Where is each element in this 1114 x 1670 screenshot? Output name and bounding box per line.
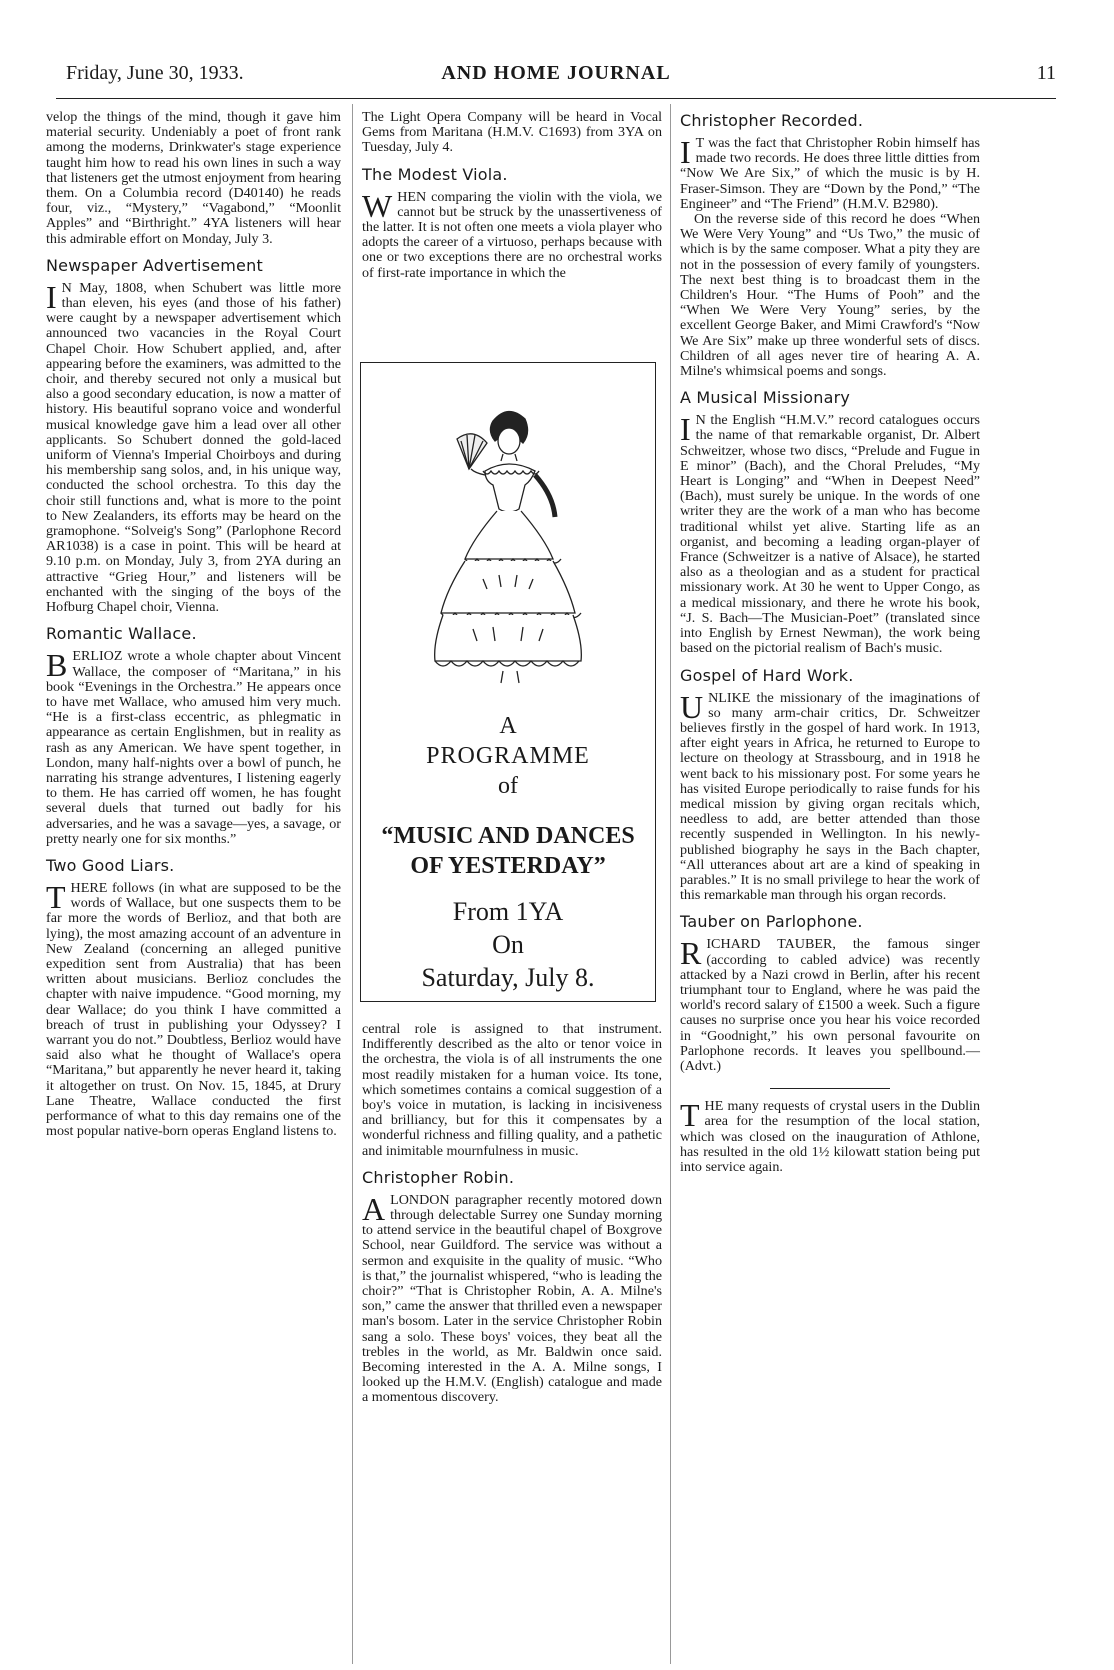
drop-cap: T (46, 878, 66, 915)
advert-station: From 1YA (452, 897, 564, 926)
article-text: NLIKE the missionary of the imaginations of so many arm-chair critics, Dr. Schweitzer believes firstly in the gospel of hard work. In 1913, after eight years in Africa, he returned to Europe to lecture on theology at Strassbourg, and in 1918 he went back to his missionary post. For some years he has visited Europe periodically to raise funds for his medical mission by giving organ recitals which, needless to add, are better attended than those recently suspended in Wellington. In his newly-published biography he says in the Bach chapter, “All utterances about art are a kind of speaking in parables.” It is no small privilege to hear the work of this remarkable man through his organ records. (680, 689, 980, 904)
drop-cap: R (680, 935, 702, 972)
article-drinkwater (46, 110, 341, 247)
drop-cap: I (680, 411, 691, 448)
article-dublin-station (680, 1099, 980, 1175)
column-divider (670, 104, 671, 1664)
article-text: N the English “H.M.V.” record catalogues occurs the name of that remarkable organist, Dr. Albert Schweitzer, whose two discs, “Prelude and Fugue in E minor” (Bach), and the Choral Preludes, “My Heart is Longing” and “When in Deepest Need” (Bach), must surely be unique. In the words of one writer they are the work of a man who has become traditional whilst yet alive. Starting life as an organist, and becoming a leading organ-player of France (Schweitzer is a native of Alsace), he started also as a theologian and as a student for practical missionary work. At 30 he went to Upper Congo, as a medical missionary, and there he wrote his book, “J. S. Bach—The Musician-Poet” (translated since into English by Ernest Newman), the work being based on the pictorial realism of Bach's music. (680, 412, 980, 657)
article-heading: Two Good Liars. (46, 855, 175, 875)
drop-cap: U (680, 688, 704, 725)
article-text: ICHARD TAUBER, the famous singer (according to cabled advice) was recently attacked by a Nazi crowd in Berlin, after his recent triumphant tour to England, where he was paid the world's record salary of £1500 a week. Such a figure causes no surprise once you hear his voice recorded in “Goodnight,” his own personal favourite on Parlophone records. It leaves you spellbound.—(Advt.) (680, 936, 980, 1074)
article-gospel-hard-work (680, 665, 980, 904)
article-heading: Christopher Recorded. (680, 111, 864, 130)
article-two-good-liars (46, 855, 341, 1139)
article-text: central role is assigned to that instrument. Indifferently described as the alto or tenor voice in the orchestra, the viola is of all instruments the one most readily mistaken for a human voice. Its tone, which sometimes contains a comical suggestion of a boy's voice in mutation, is lacking in incisiveness and brilliancy, but for this it compensates by a wonderful richness and filling quality, and a pathetic and inimitable mournfulness in music. (362, 1021, 662, 1159)
article-heading: A Musical Missionary (680, 388, 851, 408)
article-newspaper-advertisement (46, 255, 341, 615)
advert-title: “MUSIC AND DANCES (381, 823, 635, 849)
drop-cap: I (680, 134, 691, 170)
article-romantic-wallace (46, 623, 341, 847)
advert-line: On (492, 930, 524, 959)
article-text: On the reverse side of this record he does “When We Were Very Young” and “Us Two,” the music of which is by the same composer. What a pity they are not in the possession of every family of youngsters. The next best thing is to broadcast them in the Children's Hour. “The Hums of Pooh” and the “When We Were Very Young” series, by the excellent George Baker, and Mimi Crawford's “Now We Are Six” make up three wonderful sets of discs. Children of all ages never tire of hearing A. A. Milne's whimsical poems and songs. (680, 211, 980, 380)
column-1 (46, 110, 341, 1139)
article-text: velop the things of the mind, though it gave him material security. Undeniably a poet of front rank among the moderns, Drinkwater's stage experience taught him how to read his own lines in such a way that listeners get the utmost enjoyment from hearing them. On a Columbia record (D40140) he reads four, viz., “Mystery,” “Vagabond,” “Moonlit Apples” and “Birthright.” 4YA listeners will hear this admirable effort on Monday, July 3. (46, 109, 341, 247)
article-christopher-recorded (680, 110, 980, 379)
advert-title: OF YESTERDAY” (410, 853, 606, 879)
drop-cap: A (362, 1190, 386, 1227)
article-text: HERE follows (in what are supposed to be the words of Wallace, but one suspects them to be far more the words of Berlioz, and that both are lying), the most amazing account of an adventure in New Zealand (concerning an alleged punitive expedition sent from Australia) that has been written about musicians. Berlioz concludes the chapter with naive impudence. “Good morning, my dear Wallace; do you think I have committed a breach of trust in publishing your Odyssey? I warrant you do not.” Doubtless, Berlioz would have said also what he thought of Wallace's opera “Maritana,” but apparently he never heard it, taking it altogether on trust. On Nov. 15, 1845, at Drury Lane Theatre, Wallace conducted the first performance of what to this day remains one of the most popular native-born operas England listens to. (46, 879, 341, 1140)
article-heading: Gospel of Hard Work. (680, 665, 854, 685)
programme-advertisement (360, 362, 656, 1002)
article-modest-viola-continued (362, 1022, 662, 1159)
drop-cap: B (46, 647, 68, 684)
article-christopher-robin (362, 1167, 662, 1406)
article-text: ERLIOZ wrote a whole chapter about Vincent Wallace, the composer of “Maritana,” in his book “Evenings in the Orchestra.” He appears once to have met Wallace, who amused him very much. “He is a first-class eccentric, as phlegmatic in appearance as certain Englishmen, but in reality as rash as any American. We have spent together, in London, many half-nights over a bowl of punch, he narrating his strange adventures, I listening eagerly to them. He has carried off women, he has fought several duels that turned out badly for his adversaries, and he was a savage—yes, a savage, or pretty nearly one for six months.” (46, 648, 341, 847)
advert-line: A (499, 713, 517, 739)
journal-title: AND HOME JOURNAL (441, 62, 671, 84)
article-text: HEN comparing the violin with the viola, we cannot but be struck by the unassertiveness of the latter. It is not often one meets a viola player who adopts the career of a virtuoso, perhaps because with one or two exceptions there are no orchestral works of first-rate importance in which the (362, 188, 662, 281)
drop-cap: T (680, 1097, 700, 1134)
article-musical-missionary (680, 387, 980, 656)
column-divider (352, 104, 353, 1664)
article-heading: Romantic Wallace. (46, 624, 197, 644)
header-date: Friday, June 30, 1933. (66, 62, 244, 84)
column-2-bottom (362, 1022, 662, 1406)
advert-line: of (498, 773, 518, 799)
advert-date: Saturday, July 8. (421, 963, 595, 992)
dancer-illustration (413, 399, 603, 689)
article-light-opera (362, 110, 662, 156)
advert-line: PROGRAMME (426, 743, 590, 769)
column-3 (680, 110, 980, 1175)
article-modest-viola (362, 164, 662, 281)
header-rule (56, 98, 1056, 99)
column-2-top (362, 110, 662, 281)
drop-cap: W (362, 187, 393, 224)
article-text: T was the fact that Christopher Robin himself has made two records. He does three little ditties from “Now We Are Six,” of which the music is by H. Fraser-Simson. They are “Down by the Pond,” “The Engineer” and “The Friend” (H.M.V. B2980). (680, 135, 980, 212)
page-header (66, 62, 1056, 92)
article-heading: Christopher Robin. (362, 1167, 515, 1187)
drop-cap: I (46, 278, 57, 315)
article-heading: Tauber on Parlophone. (680, 912, 863, 932)
article-heading: The Modest Viola. (362, 164, 508, 184)
article-text: The Light Opera Company will be heard in Vocal Gems from Maritana (H.M.V. C1693) from 3YA on Tuesday, July 4. (362, 109, 662, 156)
article-text: LONDON paragrapher recently motored down through delectable Surrey one Sunday morning to attend service in the beautiful chapel of Boxgrove School, near Guildford. The service was without a sermon and exquisite in the quality of music. “Who is that,” the journalist whispered, “who is leading the choir?” “That is Christopher Robin, A. A. Milne's son,” came the answer that thrilled even a newspaper man's bosom. Later in the service Christopher Robin sang a solo. These boys' voices, they beat all the trebles in the world, as Mr. Baldwin once said. Becoming interested in the A. A. Milne songs, I looked up the H.M.V. (English) catalogue and made a momentous discovery. (362, 1191, 662, 1406)
article-tauber (680, 911, 980, 1074)
article-heading: Newspaper Advertisement (46, 255, 263, 275)
page-number: 11 (1036, 62, 1056, 84)
article-text: HE many requests of crystal users in the Dublin area for the resumption of the local station, which was closed on the inauguration of Athlone, has resulted in the old 1½ kilowatt station being put into service again. (680, 1098, 980, 1175)
section-divider (770, 1088, 890, 1089)
article-text: N May, 1808, when Schubert was little more than eleven, his eyes (and those of his father) were caught by a newspaper advertisement which announced two vacancies in the Royal Court Chapel Choir. How Schubert applied, and, after appearing before the examiners, was admitted to the choir, and thereby secured not only a musical but also a good secondary education, is now a matter of history. His beautiful soprano voice and wonderful musical knowledge gave him a lead over all other applicants. So Schubert donned the gold-laced uniform of Vienna's Imperial Choirboys and during his membership sang solos, and, in his unique way, conducted the school orchestra. To this day the choir still functions and, what is more to the point to New Zealanders, its efforts may be heard on the gramophone. “Solveig's Song” (Parlophone Record AR1038) is a case in point. This will be heard at 9.10 p.m. on Monday, July 3, from 2YA during an attractive “Grieg Hour,” and listeners will be enchanted with the singing of the boys of the Hofburg Chapel choir, Vienna. (46, 279, 341, 616)
